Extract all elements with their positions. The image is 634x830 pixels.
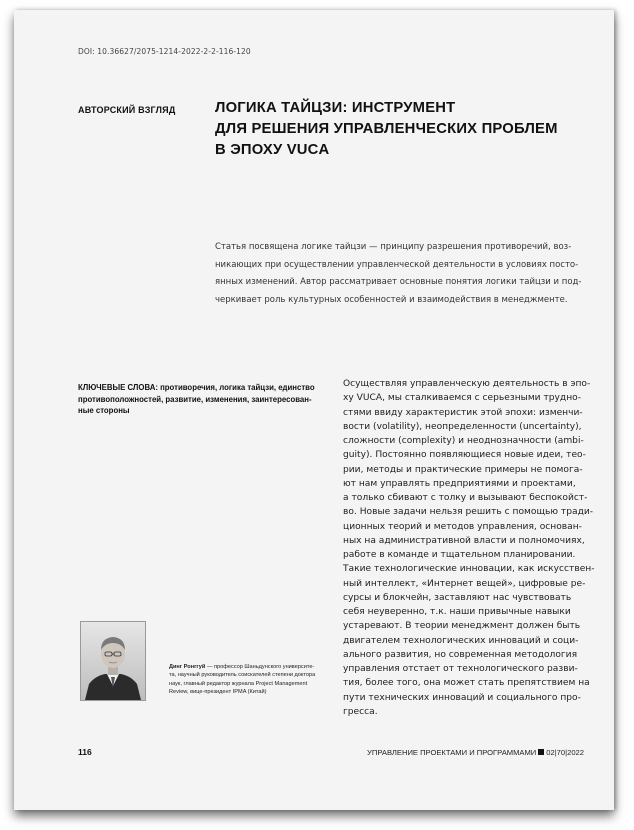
journal-name: УПРАВЛЕНИЕ ПРОЕКТАМИ И ПРОГРАММАМИ [367,748,537,757]
body-line: себя неуверенно, т.к. наши привычные навыки [343,607,571,617]
abstract-line: Статья посвящена логике тайцзи — принципу разрешения противоречий, воз- [215,242,572,252]
title-line: ДЛЯ РЕШЕНИЯ УПРАВЛЕНЧЕСКИХ ПРОБЛЕМ [215,121,558,137]
square-separator-icon [538,749,544,755]
abstract-line: янных изменений. Автор рассматривает основные понятия логики тайцзи и под- [215,277,582,287]
keywords [78,382,323,417]
article-title [215,98,595,161]
body-line: устаревают. В теории менеджмент должен быть [343,621,581,632]
keywords-line: противоположностей, развитие, изменения, заинтересован- [78,394,312,404]
body-line: ных на административной власти и полномочиях, [343,535,585,546]
bio-line: наук, главный редактор журнала Project Management [169,680,308,687]
body-line: ционных теорий и методов управления, основан- [343,521,582,532]
body-line: ального развития, но современная методология [343,649,578,660]
keywords-line: ные стороны [78,406,130,415]
title-line: ЛОГИКА ТАЙЦЗИ: ИНСТРУМЕНТ [215,100,456,116]
doi-line: DOI: 10.36627/2075-1214-2022-2-2-116-120 [78,47,251,56]
bio-first-line: — профессор Шаньдунского университе- [205,664,315,670]
keywords-line: КЛЮЧЕВЫЕ СЛОВА: противоречия, логика тайцзи, единство [78,383,315,392]
body-line: управления отстает от технологического разви- [343,664,578,674]
author-portrait-icon [81,622,145,700]
body-line: стями ввиду характеристик этой эпохи: изменчи- [343,407,583,418]
author-bio [169,663,334,697]
author-photo [80,621,146,701]
section-label: АВТОРСКИЙ ВЗГЛЯД [78,105,176,115]
bio-line [169,663,334,671]
body-line: Такие технологические инновации, как искусствен- [343,564,595,575]
body-line: сурсы и блокчейн, заставляют нас чувствовать [343,592,572,603]
body-line: ху VUCA, мы сталкиваемся с серьезными трудно- [343,393,582,404]
abstract-line: черкивает роль культурных особенностей и взаимодействия в менеджменте. [215,294,568,305]
abstract [215,239,591,309]
body-text [343,377,601,719]
abstract-line: никающих при осуществлении управленческой деятельности в условиях посто- [215,259,579,270]
issue-number: 02|70|2022 [546,748,584,757]
body-line: Осуществляя управленческую деятельность в эпо- [343,379,591,389]
body-line: рии, методы и практические примеры не помога- [343,464,583,475]
author-name: Динг Ронггуй [169,664,206,670]
body-line: пути технических инноваций и социального про- [343,692,581,703]
body-line: guity). Постоянно появляющиеся новые идеи, тео- [343,450,586,461]
bio-line: та, научный руководитель соискателей степени доктора [169,672,316,679]
journal-footer [367,748,584,757]
page-number: 116 [78,747,92,757]
title-line: В ЭПОХУ VUCA [215,142,330,158]
article-page [14,10,614,810]
body-line: во. Новые задачи нельзя решить с помощью тради- [343,507,594,518]
body-line: сложности (complexity) и неоднозначности (ambi- [343,436,584,446]
body-line: двигателем технологических инноваций и соци- [343,635,579,646]
body-line: гресса. [343,706,378,717]
body-line: тия, более того, она может стать препятствием на [343,678,590,689]
body-line: работе в команде и тщательном планировании. [343,550,576,560]
body-line: ный интеллект, «Интернет вещей», цифровые ре- [343,578,586,589]
bio-line: Review, вице-президент IPMA (Китай) [169,689,267,696]
body-line: ют нам управлять предприятиями и проектами, [343,478,576,489]
body-line: вости (volatility), неопределенности (uncertainty), [343,421,582,432]
body-line: а только сбивают с толку и вызывают беспокойст- [343,493,588,503]
